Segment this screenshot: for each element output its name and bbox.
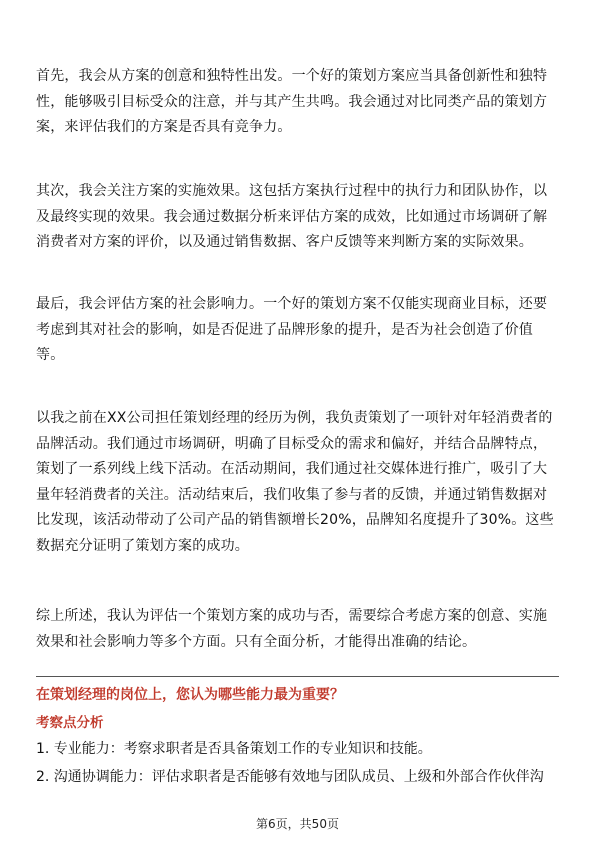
analysis-heading: 考察点分析	[36, 715, 104, 731]
paragraph-social-impact: 最后，我会评估方案的社会影响力。一个好的策划方案不仅能实现商业目标，还要考虑到其对社会的影响，如是否促进了品牌形象的提升，是否为社会创造了价值等。	[36, 296, 548, 363]
analysis-point: 2. 沟通协调能力：评估求职者是否能够有效地与团队成员、上级和外部合作伙伴沟	[36, 769, 544, 785]
paragraph-example: 以我之前在XX公司担任策划经理的经历为例，我负责策划了一项针对年轻消费者的品牌活动。我们通过市场调研，明确了目标受众的需求和偏好，并结合品牌特点，策划了一系列线上线下活动。在活动期间，我们通过社交媒体进行推广，吸引了大量年轻消费者的关注。活动结束后，我们收集了参与者的反馈，并通过销售数据对比发现，该活动带动了公司产品的销售额增长20%，品牌知名度提升了30%。这些数据充分证明了策划方案的成功。	[36, 410, 554, 554]
paragraph-conclusion: 综上所述，我认为评估一个策划方案的成功与否，需要综合考虑方案的创意、实施效果和社会影响力等多个方面。只有全面分析，才能得出准确的结论。	[36, 608, 548, 650]
section-divider	[36, 676, 559, 677]
page-number: 第6页，共50页	[256, 817, 339, 831]
analysis-point: 1. 专业能力：考察求职者是否具备策划工作的专业知识和技能。	[36, 741, 432, 757]
paragraph-implementation: 其次，我会关注方案的实施效果。这包括方案执行过程中的执行力和团队协作，以及最终实现的效果。我会通过数据分析来评估方案的成效，比如通过市场调研了解消费者对方案的评价，以及通过销售数据、客户反馈等来判断方案的实际效果。	[36, 183, 548, 250]
paragraph-creativity: 首先，我会从方案的创意和独特性出发。一个好的策划方案应当具备创新性和独特性，能够吸引目标受众的注意，并与其产生共鸣。我会通过对比同类产品的策划方案，来评估我们的方案是否具有竞争力。	[36, 68, 548, 135]
question-heading: 在策划经理的岗位上，您认为哪些能力最为重要？	[36, 687, 344, 703]
